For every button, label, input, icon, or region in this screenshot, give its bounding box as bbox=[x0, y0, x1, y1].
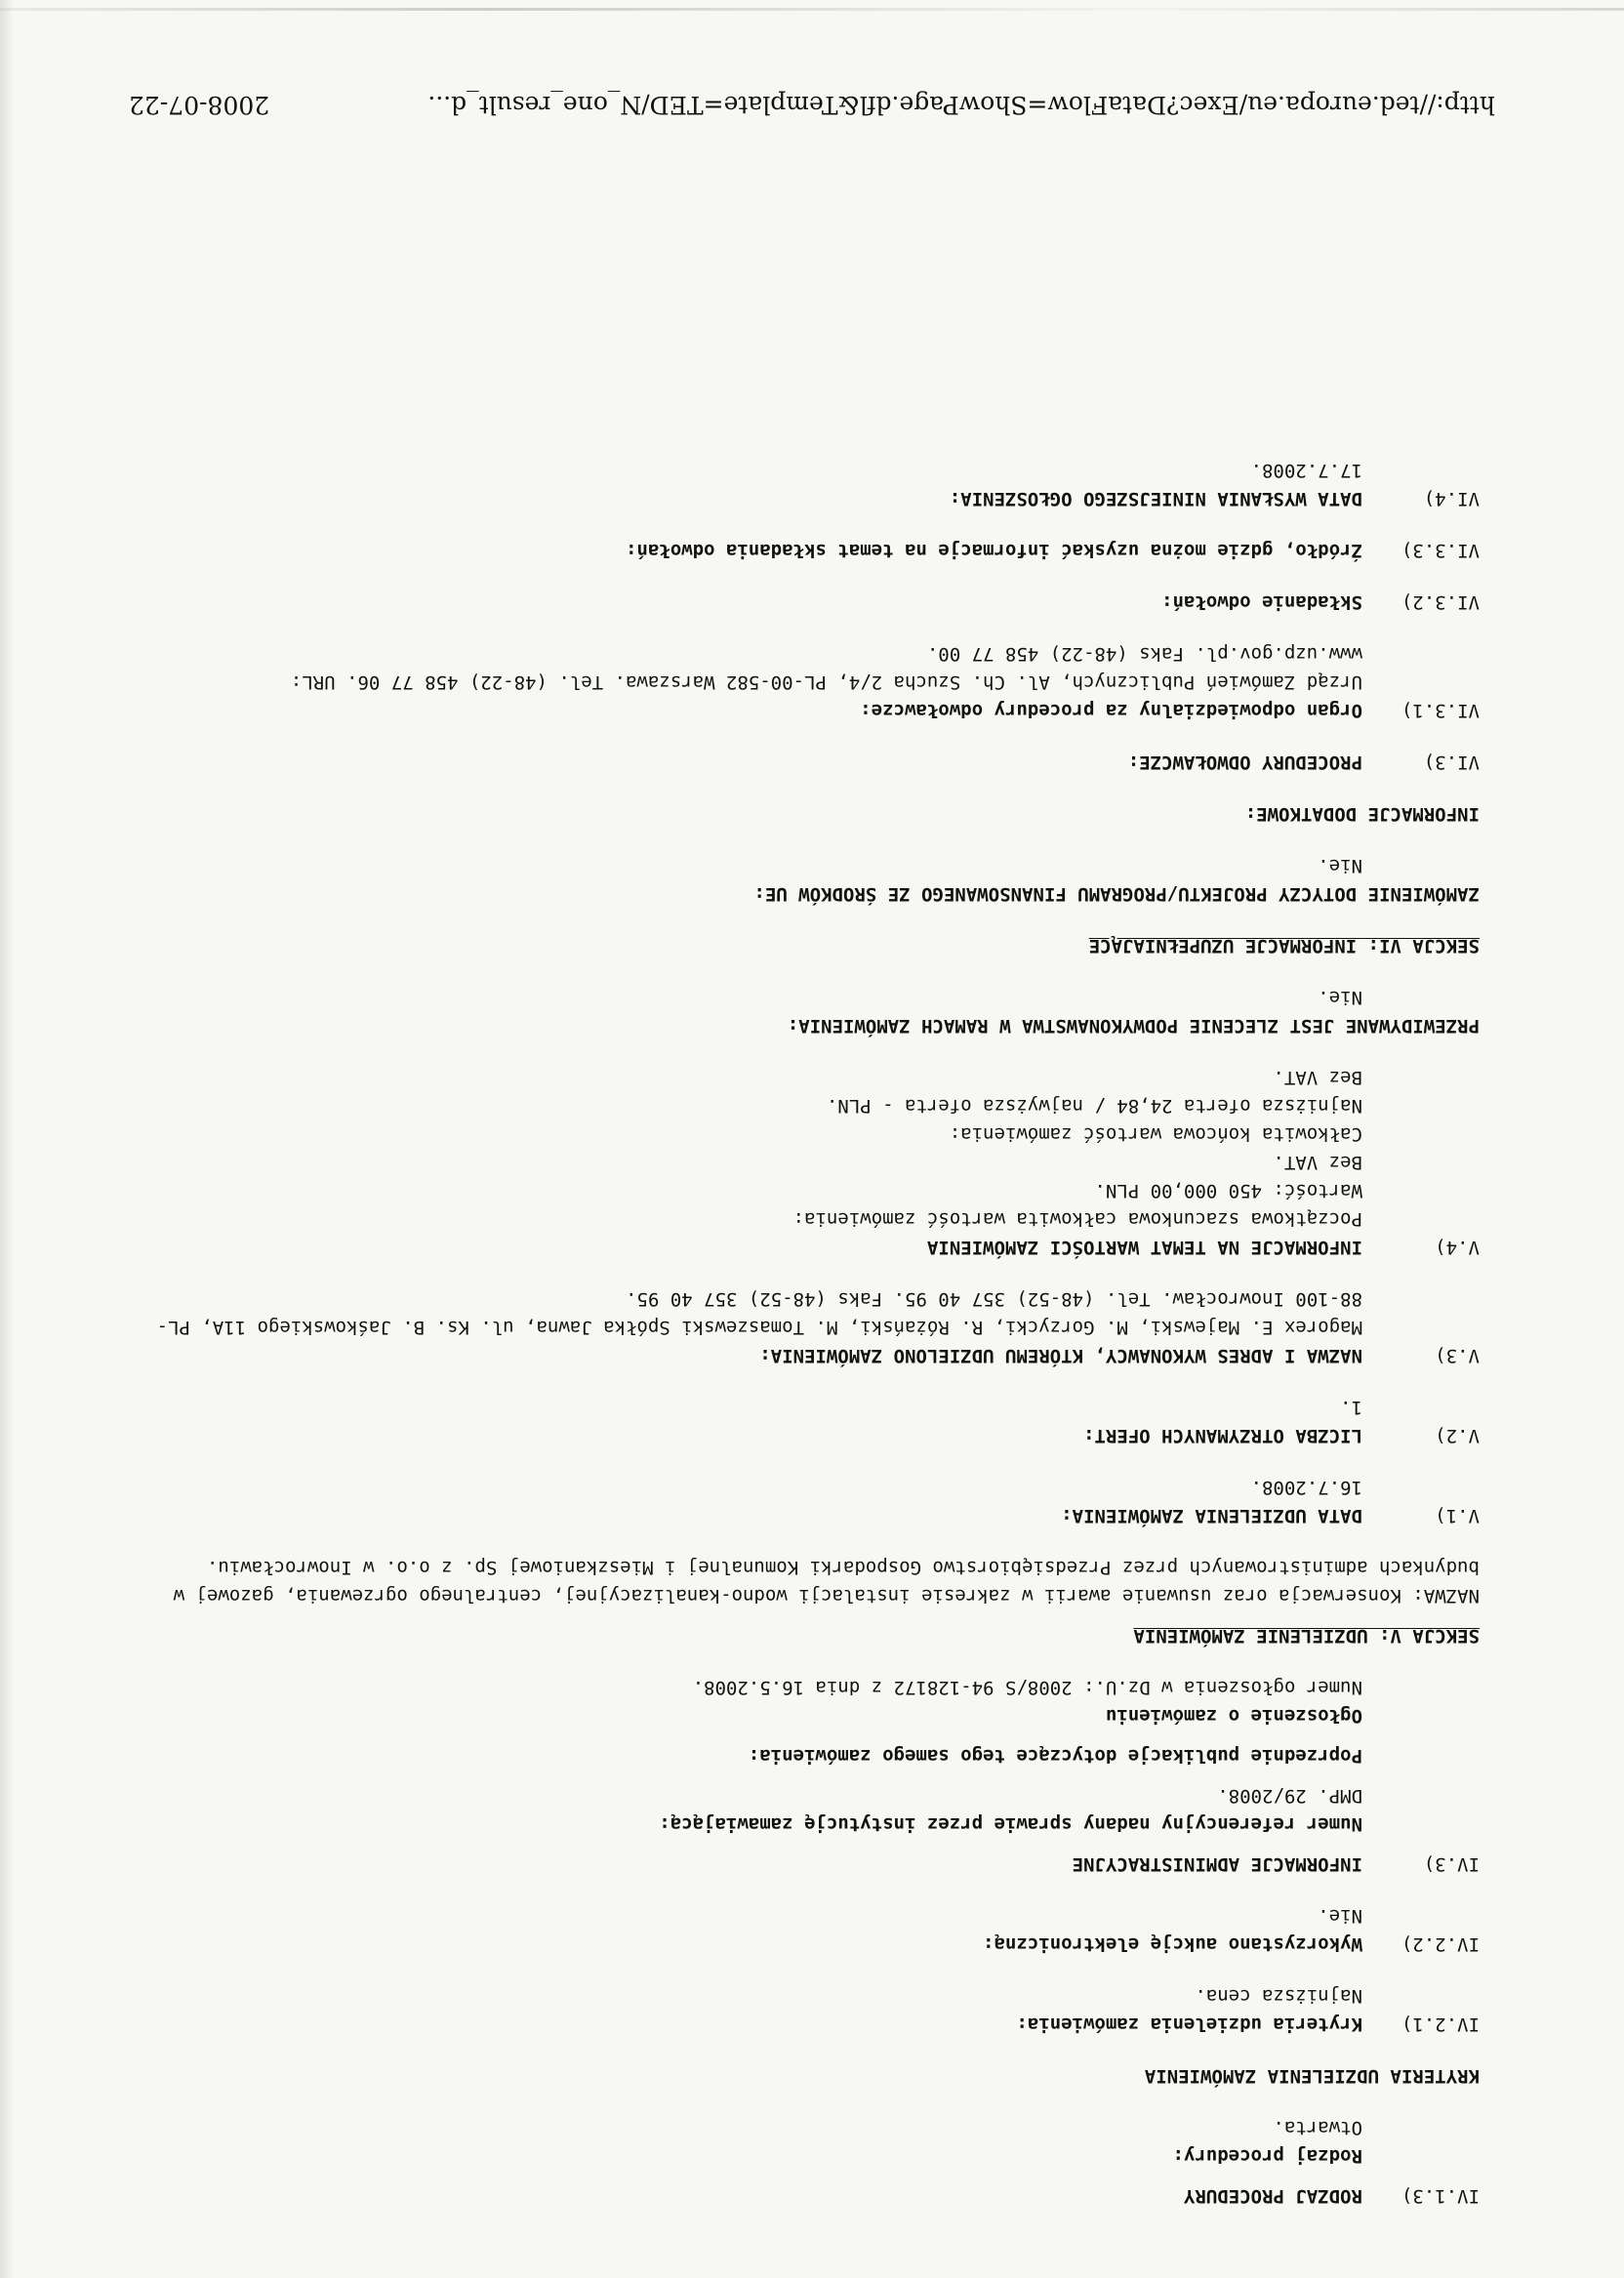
field-value: Magorex E. Majewski, M. Gorzycki, R. Różański, M. Tomaszewski Spółka Jawna, ul. Ks. B. Jaśkowskiego 11A, PL-88-100 Inowrocław. Tel. (48-52) 357 40 95. Faks (48-52) 357 40 95. bbox=[156, 1288, 1362, 1338]
heading-text: PROCEDURY ODWOŁAWCZE: bbox=[1127, 752, 1362, 773]
field-value: Nie. bbox=[1318, 987, 1362, 1008]
section-number: V.3) bbox=[1435, 1345, 1480, 1366]
field-value: 1. bbox=[1340, 1397, 1362, 1418]
section-number: V.4) bbox=[1435, 1237, 1480, 1258]
subsection-heading bbox=[133, 536, 1480, 564]
field-label: Rodzaj procedury: bbox=[1172, 2145, 1362, 2167]
section-number: IV.1.3) bbox=[1401, 2185, 1480, 2207]
subsection-heading bbox=[133, 696, 1480, 724]
field-heading: ZAMÓWIENIE DOTYCZY PROJEKTU/PROGRAMU FINANSOWANEGO ZE ŚRODKÓW UE: bbox=[753, 883, 1480, 905]
heading-text: Organ odpowiedzialny za procedury odwoławcze: bbox=[860, 700, 1362, 721]
contract-name: NAZWA: Konserwacja oraz usuwanie awarii w zakresie instalacji wodno-kanalizacyjnej, centralnego ogrzewania, gazowej w budynkach administrowanych przez Przedsiębiorstwo Gospodarki Komunalnej i Mieszkaniowej Sp. z o.o. w Inowrocławiu. bbox=[173, 1557, 1480, 1607]
field-value: Najniższa oferta 24,84 / najwyższa oferta - PLN. bbox=[826, 1095, 1362, 1117]
section-number: IV.2.1) bbox=[1401, 2014, 1480, 2035]
heading-text: Źródło, gdzie można uzyskać informacje na temat składania odwołań: bbox=[626, 540, 1362, 561]
section-number: VI.3.2) bbox=[1401, 591, 1480, 613]
section-number: VI.4) bbox=[1423, 488, 1480, 509]
field-value: 17.7.2008. bbox=[1250, 460, 1362, 481]
section-number: VI.3) bbox=[1423, 752, 1480, 773]
subsection-heading bbox=[133, 2010, 1480, 2038]
field-label: Ogłoszenie o zamówieniu bbox=[1105, 1705, 1362, 1727]
heading-text: NAZWA I ADRES WYKONAWCY, KTÓREMU UDZIELONO ZAMÓWIENIA: bbox=[759, 1345, 1362, 1366]
scan-edge-shadow bbox=[0, 0, 14, 2278]
section-number: IV.3) bbox=[1423, 1853, 1480, 1875]
field-value: Najniższa cena. bbox=[1195, 1985, 1362, 2007]
field-value: Urząd Zamówień Publicznych, Al. Ch. Szucha 2/4, PL-00-582 Warszawa. Tel. (48-22) 458 77 06. URL: www.uzp.gov.pl. Faks (48-22) 458 77 00. bbox=[290, 643, 1362, 693]
section-heading bbox=[133, 1341, 1480, 1369]
heading-text: INFORMACJE ADMINISTRACYJNE bbox=[1072, 1853, 1362, 1875]
field-label: Poprzednie publikacje dotyczące tego samego zamówienia: bbox=[748, 1745, 1362, 1767]
field-value: Wartość: 450 000,00 PLN. bbox=[1094, 1180, 1362, 1201]
field-value: Bez VAT. bbox=[1273, 1152, 1362, 1173]
print-url: http://ted.europa.eu/Exec?DataFlow=ShowPage.dfl&Template=TED/N_one_result_d... bbox=[427, 91, 1495, 119]
heading-text: LICZBA OTRZYMANYCH OFERT: bbox=[1083, 1425, 1362, 1446]
field-label: Numer referencyjny nadany sprawie przez instytucję zamawiającą: bbox=[659, 1813, 1362, 1835]
field-value: Numer ogłoszenia w Dz.U.: 2008/S 94-128172 z dnia 16.5.2008. bbox=[692, 1677, 1362, 1698]
field-value: DMP. 29/2008. bbox=[1217, 1785, 1362, 1807]
field-value: Otwarta. bbox=[1273, 2117, 1362, 2138]
section-heading bbox=[133, 748, 1480, 776]
subsection-heading bbox=[133, 1930, 1480, 1958]
section-heading bbox=[133, 1421, 1480, 1449]
section-number: V.2) bbox=[1435, 1425, 1480, 1446]
heading-text: Wykorzystano aukcję elektroniczną: bbox=[983, 1933, 1362, 1955]
section-heading bbox=[133, 1501, 1480, 1529]
field-heading: PRZEWIDYWANE JEST ZLECENIE PODWYKONAWSTWA W RAMACH ZAMÓWIENIA: bbox=[787, 1015, 1480, 1037]
subsection-heading bbox=[133, 588, 1480, 616]
section-number: IV.2.2) bbox=[1401, 1933, 1480, 1955]
section-heading bbox=[133, 1850, 1480, 1878]
section-title: SEKCJA V: UDZIELENIE ZAMÓWIENIA bbox=[1133, 1625, 1480, 1647]
heading-text: RODZAJ PROCEDURY bbox=[1183, 2185, 1362, 2207]
section-number: VI.3.1) bbox=[1401, 700, 1480, 721]
section-heading bbox=[133, 2181, 1480, 2210]
field-value: Całkowita końcowa wartość zamówienia: bbox=[949, 1123, 1362, 1145]
section-heading bbox=[133, 484, 1480, 512]
heading-text: DATA WYSŁANIA NINIEJSZEGO OGŁOSZENIA: bbox=[949, 488, 1362, 509]
field-value: 16.7.2008. bbox=[1250, 1477, 1362, 1498]
section-number: V.1) bbox=[1435, 1505, 1480, 1526]
heading-text: Kryteria udzielenia zamówienia: bbox=[1016, 2014, 1362, 2035]
heading-text: DATA UDZIELENIA ZAMÓWIENIA: bbox=[1061, 1505, 1362, 1526]
browser-print-header bbox=[129, 91, 1495, 119]
heading-text: INFORMACJE NA TEMAT WARTOŚCI ZAMÓWIENIA bbox=[926, 1237, 1362, 1258]
print-date: 2008-07-22 bbox=[129, 91, 270, 119]
section-heading bbox=[133, 1233, 1480, 1261]
section-title: SEKCJA VI: INFORMACJE UZUPEŁNIAJĄCE bbox=[1088, 935, 1480, 956]
field-heading: KRYTERIA UDZIELENIA ZAMÓWIENIA bbox=[1144, 2065, 1480, 2087]
scan-artifact-line bbox=[0, 8, 1624, 11]
field-value: Bez VAT. bbox=[1273, 1067, 1362, 1088]
field-value: Początkowa szacunkowa całkowita wartość zamówienia: bbox=[792, 1208, 1362, 1230]
field-value: Nie. bbox=[1318, 855, 1362, 876]
field-value: Nie. bbox=[1318, 1905, 1362, 1927]
field-heading: INFORMACJE DODATKOWE: bbox=[1244, 803, 1480, 825]
heading-text: Składanie odwołań: bbox=[1161, 591, 1362, 613]
section-number: VI.3.3) bbox=[1401, 540, 1480, 561]
notice-body bbox=[133, 456, 1480, 2210]
